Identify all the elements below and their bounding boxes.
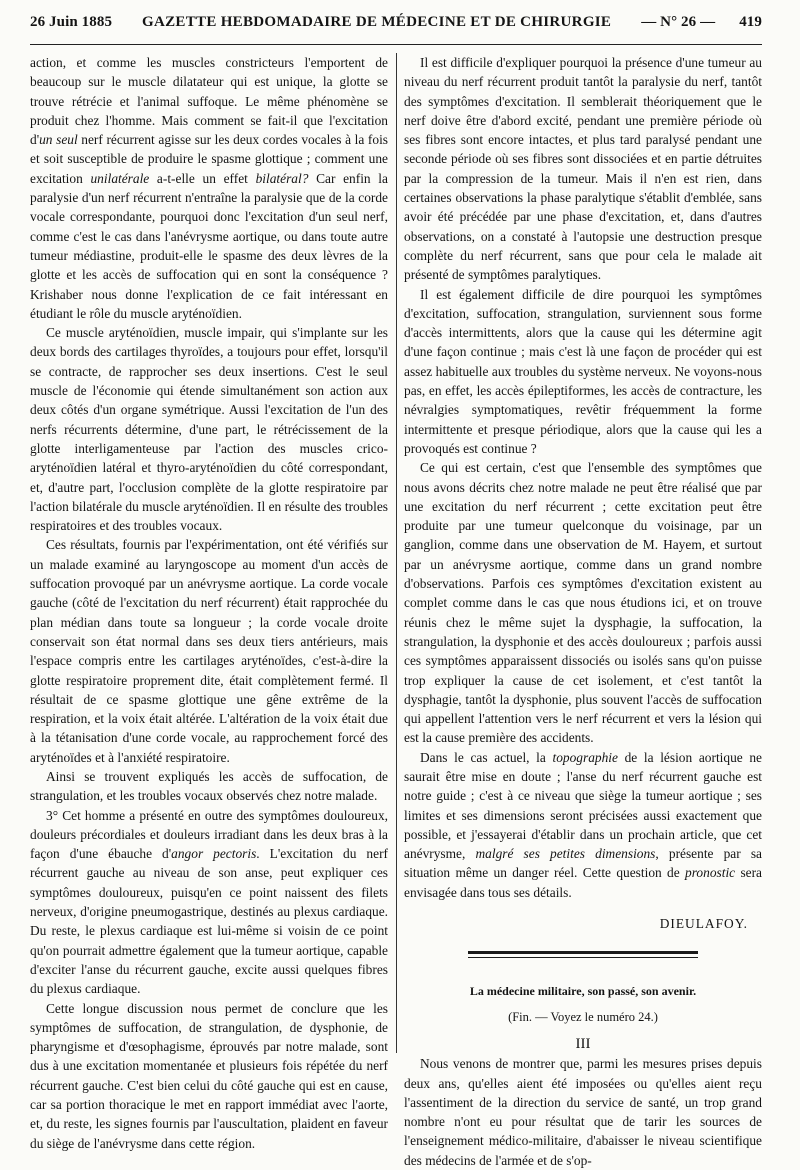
text-run: nerf récurrent agisse sur les deux cordes vocales à la fois et soit susceptible de produire le spasme glottique ; comment une excitation [30, 132, 388, 186]
issue-date: 26 Juin 1885 [30, 14, 113, 30]
paragraph: Cette longue discussion nous permet de conclure que les symptômes de suffocation, de strangulation, de dysphonie, de pharyngisme et d'œsophagisme, éprouvés par notre malade, sont dus à une excitation momentanée et plusieurs fois répétée du nerf récurrent gauche. C'est bien celui du côté gauche qui est en cause, car sa portion thoracique le met en rapport immédiat avec l'aorte, et, du reste, les signes fournis par l'auscultation, plaident en faveur du siège de l'anévrysme dans cette région. [30, 1000, 388, 1151]
text-run: de la lésion aortique ne saurait être mise en doute ; l'anse du nerf récurrent gauche est notre guide ; c'est à ce niveau que siège la tumeur aortique ; ses limites et ses dimensions seront précisées aussi exactement que possible, et j'essayerai d'établir dans un prochain article, que cet anévrysme, [404, 749, 762, 862]
paragraph: Ainsi se trouvent expliqués les accès de suffocation, de strangulation, et les troubles vocaux observés chez notre malade. [30, 768, 388, 804]
paragraph: Nous venons de montrer que, parmi les mesures prises depuis deux ans, qu'elles aient été imposées ou qu'elles aient reçu l'assentiment de la direction du service de santé, un trop grand nombre n'ont eu pour résultat que de tarir les sources de l'enseignement médico-militaire, d'abaisser le niveau scientifique des médecins de l'armée et de s'op- [404, 1056, 762, 1168]
journal-title: GAZETTE HEBDOMADAIRE DE MÉDECINE ET DE CHIRURGIE [142, 14, 612, 30]
text-run: a-t-elle un effet [149, 170, 256, 186]
section-number: III [575, 1035, 591, 1052]
left-column [30, 53, 388, 1153]
paragraph [30, 53, 388, 323]
emphasis: bilatéral? [255, 170, 309, 186]
header-right [641, 14, 762, 31]
column-divider [396, 53, 397, 1053]
section-separator [468, 951, 698, 958]
emphasis: un seul [39, 132, 78, 148]
text-run: . L'excitation du nerf récurrent gauche au niveau de son anse, peut expliquer ces symptômes douloureux, puisqu'en ce point naissent des filets nerveux, d'origine pneumogastrique, destinés au plexus cardiaque. Du reste, le plexus cardiaque est lui-même si voisin de ce point qu'on pourrait admettre également que la tumeur aortique, capable d'exciter l'anse du récurrent gauche, excite aussi quelques fibres du plexus cardiaque. [30, 846, 388, 997]
text-run: Dans le cas actuel, la [420, 749, 553, 765]
emphasis: topographie [552, 749, 618, 765]
emphasis: pronostic [685, 865, 736, 881]
emphasis: malgré ses petites dimensions [475, 846, 656, 862]
paragraph [404, 748, 762, 902]
article-subtitle: (Fin. — Voyez le numéro 24.) [508, 1009, 658, 1024]
paragraph: Ce qui est certain, c'est que l'ensemble des symptômes que nous avons décrits chez notre malade ne peut être réalisé que par une excitation du nerf récurrent ; cette excitation peut être produite par une tumeur quelconque du voisinage, par un ganglion, comme dans une observation de M. Hayem, et surtout par un anévrysme aortique, comme dans un grand nombre d'observations. Parfois ces symptômes d'excitation existent au complet comme dans le cas que nous étudions ici, et on trouve réunis chez le même sujet la dysphagie, la suffocation, la strangulation, la dysphonie et des accès douloureux ; parfois aussi ces symptômes apparaissent dissociés ou isolés sans qu'on puisse trop expliquer la cause de cet isolement, et c'est tantôt la dysphagie, tantôt la dysphonie, plus souvent l'accès de suffocation qui appellent l'attention vers le nerf récurrent et vers la lésion qui est la cause première des accidents. [404, 460, 762, 746]
text-run: , présente par sa situation même un danger réel. Cette question de [404, 846, 762, 881]
paragraph: Ces résultats, fournis par l'expérimentation, ont été vérifiés sur un malade examiné au laryngoscope au moment d'un accès de suffocation provoqué par un anévrysme aortique. La corde vocale gauche (côté de l'excitation du nerf récurrent) était rapprochée du plan médian dans toute sa longueur ; la corde vocale droite conservait son état normal dans ses deux tiers antérieurs, mais l'espace compris entre les cartilages aryténoïdes, c'est-à-dire la glotte respiratoire proprement dite, était complètement fermé. Il résultait de ce spasme glottique une gêne extrême de la respiration, et la voix était altérée. L'altération de la voix était due à la tétanisation d'une corde vocale, au rapprochement forcé des aryténoïdes et à l'anxiété respiratoire. [30, 537, 388, 765]
issue-number: — N° 26 — [641, 14, 716, 30]
right-column [404, 53, 762, 1170]
paragraph: Ce muscle aryténoïdien, muscle impair, qui s'implante sur les deux bords des cartilages thyroïdes, a toujours pour effet, lorsqu'il se contracte, de rapprocher ses deux insertions. C'est le seul muscle de l'économie qui étende simultanément son action aux deux côtés d'un organe symétrique. Aussi l'excitation de l'un des nerfs récurrents détermine, d'une part, le rétrécissement de la glotte interligamenteuse par l'action des muscles crico-aryténoïdien latéral et thyro-aryténoïdien du côté correspondant, et, d'autre part, l'occlusion complète de la glotte respiratoire par l'action bilatérale du muscle aryténoïdien. Il en résulte des troubles respiratoires et des troubles vocaux. [30, 325, 388, 534]
author-signature: DIEULAFOY. [659, 916, 748, 932]
paragraph: Il est difficile d'expliquer pourquoi la présence d'une tumeur au niveau du nerf récurrent produit tantôt la paralysie du nerf, tantôt des symptômes d'excitation. Il semblerait théoriquement que le nerf doive être d'abord excité, pendant une première période où ses fibres sont encore intactes, et plus tard paralysé pendant une seconde période où ses fibres sont dissociées et en partie détruites par la compression de la tumeur. Mais il n'en est rien, dans certaines observations la phase paralytique s'établit d'emblée, sans avoir été précédée par une phase d'excitation, et, dans d'autres observations, on a constaté à l'autopsie une destruction presque complète du nerf récurrent, sans que pour cela le malade ait présenté de symptômes paralytiques. [404, 55, 762, 283]
text-run: Car enfin la paralysie d'un nerf récurrent n'entraîne la paralysie que de la corde vocale correspondante, pourquoi donc l'excitation d'un seul nerf, comme c'est le cas dans l'anévrysme aortique, ou dans toute autre tumeur médiastine, produit-elle le spasme des deux lèvres de la glotte et les accès de suffocation qui en sont la conséquence ? Krishaber nous donne l'explication de ce fait intéressant en étudiant le rôle du muscle aryténoïdien. [30, 170, 388, 321]
paragraph [30, 806, 388, 999]
text-run: sera envisagée dans tous ses détails. [404, 865, 762, 900]
page-number: 419 [739, 14, 762, 30]
header-rule [30, 44, 762, 45]
emphasis: unilatérale [90, 170, 150, 186]
emphasis: angor pectoris [171, 846, 257, 862]
two-column-body [30, 53, 762, 1170]
text-run: action, et comme les muscles constricteurs l'emportent de beaucoup sur le muscle dilatateur qui est unique, la glotte se trouve rétrécie et l'animal suffoque. Le même phénomène se produit chez l'homme. Mais comment se fait-il que l'excitation d' [30, 55, 388, 148]
running-header [30, 14, 762, 44]
article-title: La médecine militaire, son passé, son avenir. [469, 984, 697, 999]
paragraph: Il est également difficile de dire pourquoi les symptômes d'excitation, suffocation, strangulation, surviennent sous forme d'accès intermittents, alors que la cause qui les détermine agit d'une façon continue ; mais c'est là une façon de procéder qui est assez habituelle aux troubles du système nerveux. Ne voyons-nous pas, en effet, les accès épileptiformes, les accès de contracture, les névralgies symptomatiques, revêtir fréquemment la forme intermittente et presque périodique, alors que la cause qui les a provoqués est continue ? [404, 286, 762, 456]
text-run: 3° Cet homme a présenté en outre des symptômes douloureux, douleurs précordiales et douleurs irradiant dans les deux bras à la façon d'une ébauche d' [30, 807, 388, 862]
